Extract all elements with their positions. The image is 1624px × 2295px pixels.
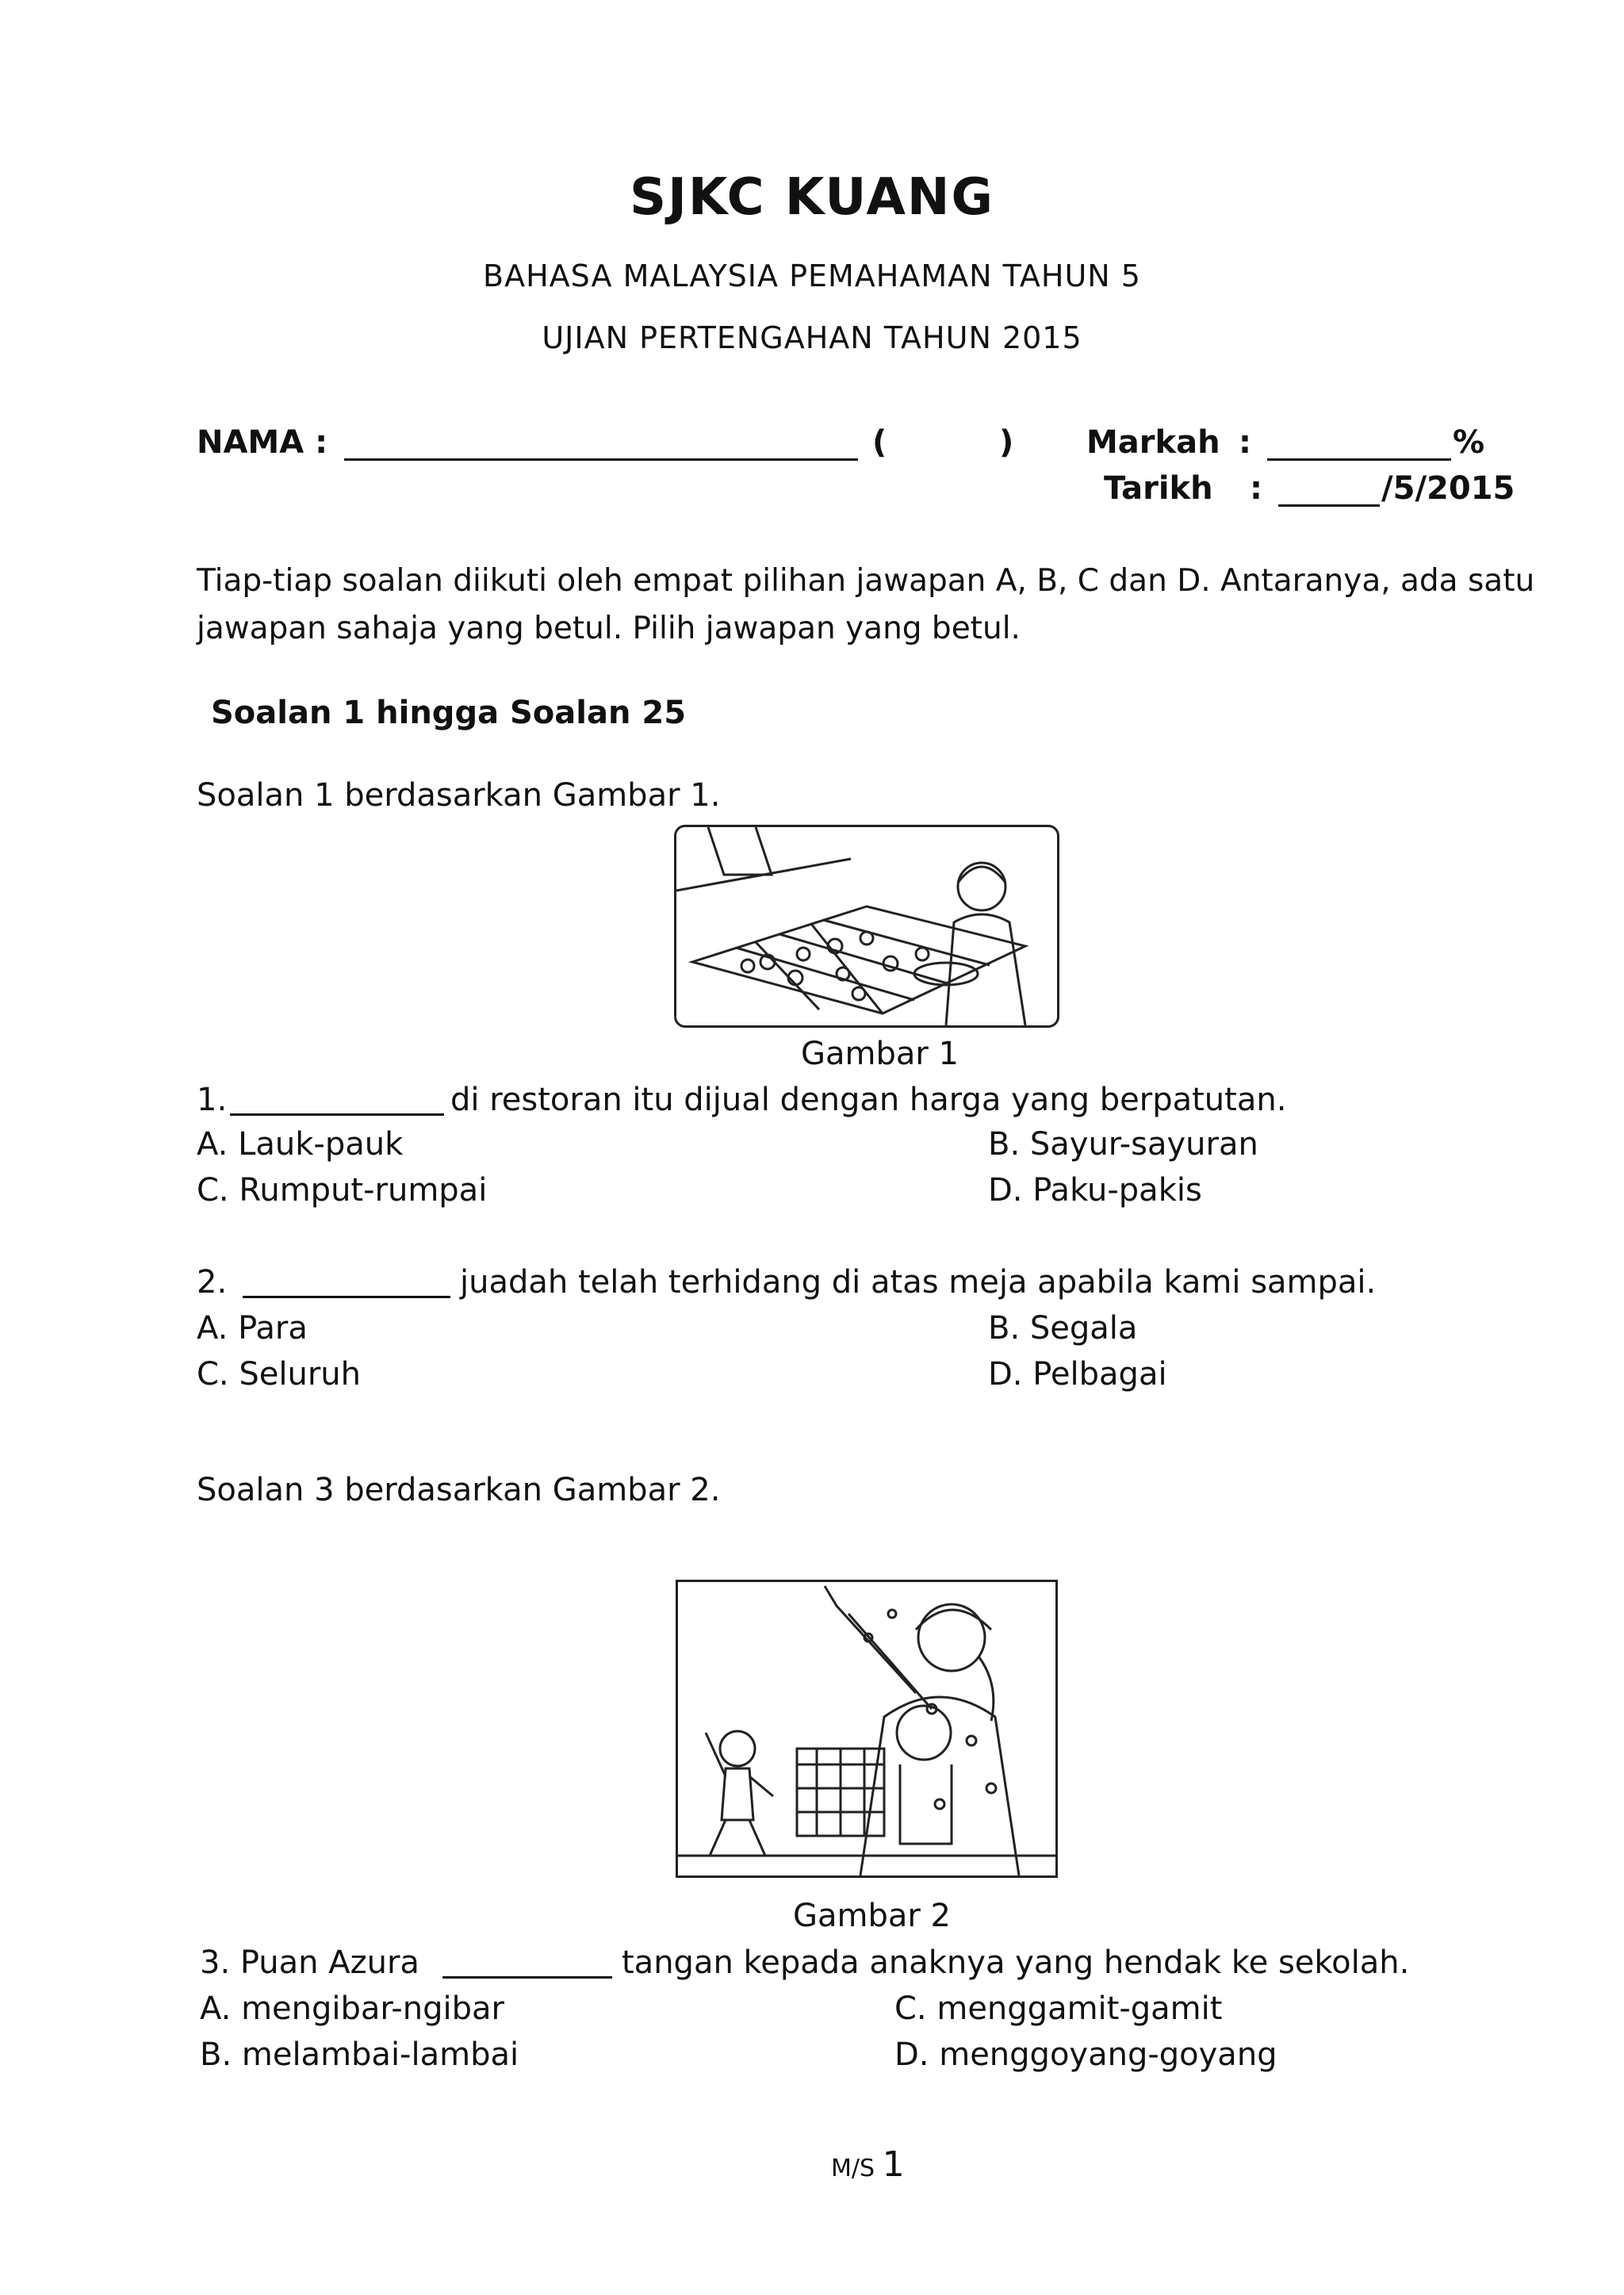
q3-blank[interactable] <box>442 1976 612 1979</box>
tarikh-suffix: /5/2015 <box>1381 470 1515 507</box>
intro-question-1: Soalan 1 berdasarkan Gambar 1. <box>197 777 721 814</box>
q1-option-c[interactable]: C. Rumput-rumpai <box>197 1172 488 1209</box>
nama-field[interactable] <box>344 458 858 461</box>
footer-ms-label: M/S <box>831 2155 875 2182</box>
markah-colon: : <box>1239 424 1251 461</box>
q2-text: juadah telah terhidang di atas meja apabila kami sampai. <box>460 1264 1377 1301</box>
instructions-line2: jawapan sahaja yang betul. Pilih jawapan yang betul. <box>197 611 1021 646</box>
exam-heading: UJIAN PERTENGAHAN TAHUN 2015 <box>542 320 1082 355</box>
section-heading: Soalan 1 hingga Soalan 25 <box>211 695 687 731</box>
nama-label: NAMA : <box>197 424 328 461</box>
q1-option-b[interactable]: B. Sayur-sayuran <box>988 1126 1258 1163</box>
figure-1-image <box>674 825 1059 1028</box>
q2-option-b[interactable]: B. Segala <box>988 1310 1138 1347</box>
tarikh-field[interactable] <box>1278 504 1380 507</box>
q2-option-d[interactable]: D. Pelbagai <box>988 1356 1167 1393</box>
figure-1-caption: Gambar 1 <box>801 1036 959 1072</box>
q3-option-c[interactable]: C. menggamit-gamit <box>894 1990 1223 2027</box>
tarikh-colon: : <box>1250 470 1262 507</box>
q3-option-b[interactable]: B. melambai-lambai <box>200 2036 519 2073</box>
q2-blank[interactable] <box>243 1296 450 1298</box>
q1-text: di restoran itu dijual dengan harga yang berpatutan. <box>450 1082 1287 1118</box>
q2-option-a[interactable]: A. Para <box>197 1310 308 1347</box>
tarikh-label: Tarikh <box>1104 470 1213 507</box>
instructions-line1: Tiap-tiap soalan diikuti oleh empat pilihan jawapan A, B, C dan D. Antaranya, ada satu <box>197 563 1535 599</box>
page-footer <box>831 2144 905 2185</box>
q3-option-d[interactable]: D. menggoyang-goyang <box>894 2036 1277 2073</box>
subject-heading: BAHASA MALAYSIA PEMAHAMAN TAHUN 5 <box>483 259 1141 293</box>
markah-field[interactable] <box>1267 458 1451 461</box>
q1-option-a[interactable]: A. Lauk-pauk <box>197 1126 404 1163</box>
q2-number: 2. <box>197 1264 228 1301</box>
percent-sign: % <box>1453 424 1485 461</box>
paren-open: ( <box>872 424 887 461</box>
intro-question-3: Soalan 3 berdasarkan Gambar 2. <box>197 1472 721 1508</box>
figure-2-image <box>676 1580 1058 1878</box>
q1-blank[interactable] <box>230 1113 444 1116</box>
q3-prefix: 3. Puan Azura <box>200 1944 419 1981</box>
q2-option-c[interactable]: C. Seluruh <box>197 1356 361 1393</box>
figure-2-caption: Gambar 2 <box>793 1898 951 1934</box>
page-number: 1 <box>882 2144 905 2185</box>
markah-label: Markah <box>1086 424 1220 461</box>
school-title: SJKC KUANG <box>630 168 994 227</box>
q3-text: tangan kepada anaknya yang hendak ke sekolah. <box>622 1944 1410 1981</box>
q1-option-d[interactable]: D. Paku-pakis <box>988 1172 1202 1209</box>
q1-number: 1. <box>197 1082 228 1118</box>
q3-option-a[interactable]: A. mengibar-ngibar <box>200 1990 504 2027</box>
paren-close: ) <box>999 424 1014 461</box>
